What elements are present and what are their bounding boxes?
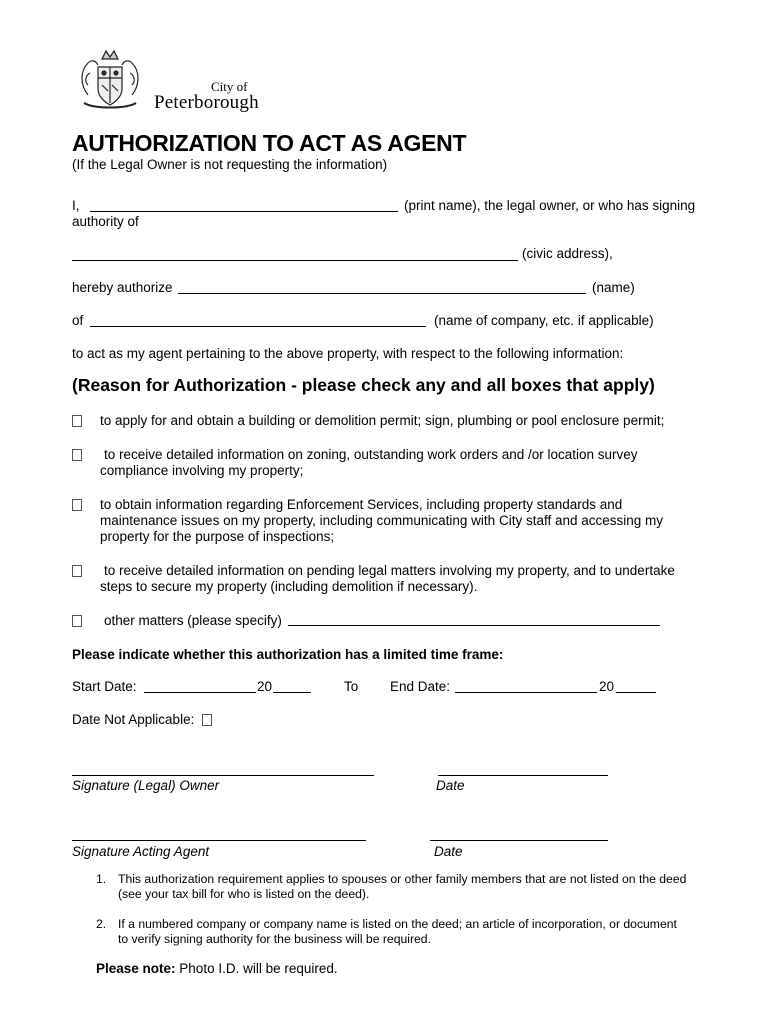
date-not-applicable-label: Date Not Applicable:	[72, 712, 195, 727]
civic-address-field[interactable]	[72, 260, 518, 261]
owner-date-label: Date	[436, 778, 465, 793]
option-2-text-line1: to receive detailed information on zoning, outstanding work orders and /or location survey	[104, 447, 638, 462]
city-logo	[74, 45, 264, 115]
page-title: AUTHORIZATION TO ACT AS AGENT	[72, 130, 467, 156]
option-3-text-line2: maintenance issues on my property, including communicating with City staff and accessing my	[100, 513, 664, 528]
end-date-label: End Date:	[390, 679, 451, 694]
agent-date-label: Date	[434, 844, 463, 859]
note-1-number: 1.	[96, 872, 107, 886]
option-3-text-line3: property for the purpose of inspections;	[100, 529, 335, 544]
agent-statement: to act as my agent pertaining to the above property, with respect to the following information:	[72, 346, 624, 361]
option-4-text-line1: to receive detailed information on pending legal matters involving my property, and to undertake	[104, 563, 675, 578]
agent-signature-line[interactable]	[72, 840, 366, 841]
reason-heading: (Reason for Authorization - please check any and all boxes that apply)	[72, 375, 655, 395]
date-not-applicable-checkbox[interactable]	[202, 714, 212, 726]
please-note-label: Please note:	[96, 961, 176, 976]
start-year-prefix: 20	[257, 679, 273, 694]
start-year-field[interactable]	[273, 692, 311, 693]
please-note	[96, 961, 338, 976]
option-5-text: other matters (please specify)	[104, 613, 282, 628]
end-year-prefix: 20	[599, 679, 615, 694]
option-4-text-line2: steps to secure my property (including demolition if necessary).	[100, 579, 478, 594]
of-prefix: of	[72, 313, 84, 328]
hereby-authorize-label: hereby authorize	[72, 280, 173, 295]
other-matters-field[interactable]	[288, 625, 660, 626]
owner-date-line[interactable]	[438, 775, 608, 776]
page-subtitle: (If the Legal Owner is not requesting the information)	[72, 157, 388, 172]
civic-address-label: (civic address),	[522, 246, 613, 261]
start-date-label: Start Date:	[72, 679, 137, 694]
option-3-checkbox[interactable]	[72, 499, 82, 511]
print-name-field[interactable]	[90, 211, 398, 212]
agent-date-line[interactable]	[430, 840, 608, 841]
to-label: To	[344, 679, 359, 694]
option-1-checkbox[interactable]	[72, 415, 82, 427]
coat-of-arms-icon	[74, 45, 146, 115]
print-name-label: (print name), the legal owner, or who has signing	[404, 198, 696, 213]
agent-name-label: (name)	[592, 280, 635, 295]
please-note-text: Photo I.D. will be required.	[179, 961, 338, 976]
logo-city-of: City of	[211, 79, 248, 94]
company-field[interactable]	[90, 326, 426, 327]
option-1-text: to apply for and obtain a building or demolition permit; sign, plumbing or pool enclosure permit;	[100, 413, 665, 428]
time-frame-question: Please indicate whether this authorization has a limited time frame:	[72, 647, 504, 662]
i-prefix: I,	[72, 198, 80, 213]
agent-signature-label: Signature Acting Agent	[72, 844, 210, 859]
logo-peterborough: Peterborough	[154, 92, 259, 113]
option-2-text-line2: compliance involving my property;	[100, 463, 304, 478]
agent-name-field[interactable]	[178, 293, 586, 294]
option-3-text-line1: to obtain information regarding Enforcement Services, including property standards and	[100, 497, 623, 512]
owner-signature-line[interactable]	[72, 775, 374, 776]
start-date-field[interactable]	[144, 692, 256, 693]
note-1-line2: (see your tax bill for who is listed on the deed).	[118, 887, 370, 901]
note-2-line2: to verify signing authority for the business will be required.	[118, 932, 431, 946]
end-date-field[interactable]	[455, 692, 597, 693]
option-5-checkbox[interactable]	[72, 615, 82, 627]
note-2-line1: If a numbered company or company name is listed on the deed; an article of incorporation, or document	[118, 917, 677, 931]
owner-signature-label: Signature (Legal) Owner	[72, 778, 220, 793]
note-1-line1: This authorization requirement applies to spouses or other family members that are not listed on the deed	[118, 872, 687, 886]
authority-of-label: authority of	[72, 214, 139, 229]
company-label: (name of company, etc. if applicable)	[434, 313, 654, 328]
note-2-number: 2.	[96, 917, 107, 931]
option-4-checkbox[interactable]	[72, 565, 82, 577]
end-year-field[interactable]	[616, 692, 656, 693]
option-2-checkbox[interactable]	[72, 449, 82, 461]
